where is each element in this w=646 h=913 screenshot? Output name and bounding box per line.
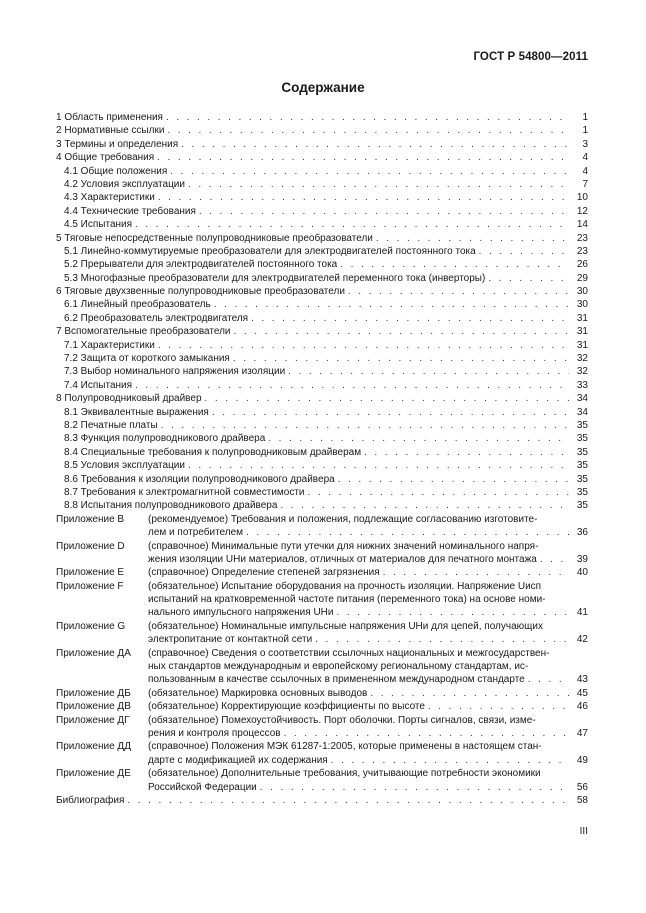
toc-page-number: 3	[582, 138, 588, 150]
toc-entry[interactable]	[56, 365, 588, 378]
appendix-text-line: (справочное) Положения МЭК 61287-1:2005, которые применены в настоящем стан-	[148, 741, 542, 753]
toc-entry-text: 4.2 Условия эксплуатации	[64, 178, 185, 190]
toc-leader-dots	[205, 392, 569, 405]
appendix-text-line: (обязательное) Помехоустойчивость. Порт оболочки. Порты сигналов, связи, изме-	[148, 714, 536, 726]
toc-entry[interactable]	[56, 352, 588, 365]
toc-entry[interactable]	[56, 272, 588, 285]
toc-page-number: 4	[582, 152, 588, 164]
toc-page-number: 47	[576, 728, 588, 739]
toc-page-number: 35	[576, 460, 588, 472]
toc-page-number: 26	[576, 259, 588, 271]
toc-page-number: 41	[576, 607, 588, 619]
appendix-text-line: испытаний на кратковременной частоте питания (переменного тока) на основе номи-	[148, 594, 546, 606]
toc-entry-text: Библиография	[56, 794, 125, 806]
toc-entry[interactable]	[56, 406, 588, 419]
page-number: III	[579, 826, 588, 837]
toc-page-number: 31	[576, 312, 588, 324]
appendix-text-line: электропитание от контактной сети	[148, 634, 313, 646]
toc-leader-dots	[383, 566, 569, 579]
toc-leader-dots	[167, 124, 569, 137]
toc-leader-dots	[158, 191, 569, 204]
appendix-text-line: (обязательное) Номинальные импульсные напряжения UНи для цепей, получающих	[148, 620, 543, 632]
toc-leader-dots	[161, 419, 569, 432]
toc-entry-text: 4.3 Характеристики	[64, 192, 155, 204]
toc-entry-text: 7.2 Защита от короткого замыкания	[64, 353, 230, 365]
toc-entry[interactable]	[56, 165, 588, 178]
appendix-text-line: пользованным в качестве ссылочных в примененном международном стандарте	[148, 674, 525, 686]
appendix-text-line: рения и контроля процессов	[148, 728, 281, 739]
page-title: Содержание	[281, 80, 365, 95]
toc-page-number: 14	[576, 219, 588, 231]
toc-page-number: 40	[576, 567, 588, 579]
toc-appendix-entry[interactable]	[56, 513, 588, 540]
toc-page-number: 35	[576, 486, 588, 498]
toc-page-number: 34	[576, 393, 588, 405]
toc-leader-dots	[181, 138, 569, 151]
toc-leader-dots	[157, 151, 569, 164]
toc-entry-text: 4.1 Общие положения	[64, 165, 168, 177]
toc-leader-dots	[166, 111, 569, 124]
toc-leader-dots	[127, 794, 569, 807]
toc-leader-dots	[284, 727, 569, 740]
toc-page-number: 1	[582, 125, 588, 137]
appendix-prefix: Приложение ДГ	[56, 714, 130, 726]
toc-page-number: 34	[576, 406, 588, 418]
toc-appendix-entry[interactable]	[56, 647, 588, 687]
toc-entry[interactable]	[56, 339, 588, 352]
toc-page-number: 35	[576, 500, 588, 512]
toc-entry-text: 5.1 Линейно-коммутируемые преобразователи для электродвигателей постоянного тока	[64, 245, 476, 257]
toc-entry[interactable]	[56, 111, 588, 124]
toc-leader-dots	[488, 272, 569, 285]
toc-leader-dots	[340, 258, 569, 271]
appendix-text-line: ных стандартов международным и европейскому региональному стандартам, ис-	[148, 661, 529, 673]
appendix-text-line: жения изоляции UНи материалов, отличных от материалов для печатного монтажа	[148, 553, 537, 565]
toc-entry[interactable]	[56, 191, 588, 204]
appendix-prefix: Приложение В	[56, 513, 125, 525]
toc-entry-text: 2 Нормативные ссылки	[56, 125, 165, 137]
toc-leader-dots	[246, 526, 569, 539]
toc-page-number: 35	[576, 433, 588, 445]
toc-entry-text: 8.5 Условия эксплуатации	[64, 460, 185, 472]
appendix-text-line: (обязательное) Испытание оборудования на прочность изоляции. Напряжение Uисп	[148, 580, 542, 592]
document-header: ГОСТ Р 54800—2011	[473, 51, 588, 63]
toc-leader-dots	[479, 245, 569, 258]
toc-entry-bibliography[interactable]	[56, 794, 588, 807]
toc-appendix-entry[interactable]	[56, 580, 588, 620]
toc-page-number: 35	[576, 473, 588, 485]
toc-appendix-entry[interactable]	[56, 740, 588, 767]
toc-entry[interactable]	[56, 459, 588, 472]
toc-entry-text: 8.2 Печатные платы	[64, 419, 158, 431]
toc-entry-text: 6 Тяговые двухзвенные полупроводниковые преобразователи	[56, 286, 345, 298]
toc-page-number: 7	[582, 178, 588, 190]
toc-entry-text: 4.4 Технические требования	[64, 205, 196, 217]
toc-page-number: 35	[576, 419, 588, 431]
toc-page-number: 4	[582, 165, 588, 177]
appendix-prefix: Приложение ДЕ	[56, 768, 131, 780]
toc-appendix-entry[interactable]	[56, 566, 588, 579]
appendix-prefix: Приложение Е	[56, 567, 125, 579]
toc-leader-dots	[135, 218, 569, 231]
toc-leader-dots	[540, 553, 569, 566]
toc-leader-dots	[370, 687, 569, 700]
toc-appendix-entry[interactable]	[56, 687, 588, 700]
toc-entry-text: 8.7 Требования к электромагнитной совместимости	[64, 486, 305, 498]
toc-leader-dots	[308, 486, 569, 499]
appendix-text-line: лем и потребителем	[148, 527, 244, 539]
toc-entry[interactable]	[56, 312, 588, 325]
toc-page-number: 1	[582, 111, 588, 123]
toc-entry[interactable]	[56, 245, 588, 258]
toc-page-number: 56	[576, 781, 588, 793]
toc-entry-text: 7 Вспомогательные преобразователи	[56, 326, 231, 338]
toc-entry[interactable]	[56, 138, 588, 151]
toc-leader-dots	[364, 446, 569, 459]
table-of-contents	[56, 111, 588, 807]
appendix-prefix: Приложение G	[56, 620, 126, 632]
appendix-text-line: (обязательное) Маркировка основных выводов	[148, 687, 368, 699]
toc-entry[interactable]	[56, 218, 588, 231]
toc-page-number: 29	[576, 272, 588, 284]
toc-page-number: 30	[576, 286, 588, 298]
toc-leader-dots	[233, 352, 569, 365]
toc-leader-dots	[528, 673, 569, 686]
toc-page-number: 23	[576, 232, 588, 244]
toc-appendix-entry[interactable]	[56, 540, 588, 567]
toc-leader-dots	[199, 205, 569, 218]
toc-appendix-entry[interactable]	[56, 767, 588, 794]
toc-entry[interactable]	[56, 473, 588, 486]
toc-entry[interactable]	[56, 486, 588, 499]
toc-entry-text: 5 Тяговые непосредственные полупроводниковые преобразователи	[56, 232, 373, 244]
toc-entry[interactable]	[56, 446, 588, 459]
toc-page-number: 10	[576, 192, 588, 204]
toc-entry[interactable]	[56, 298, 588, 311]
toc-entry-text: 8.8 Испытания полупроводникового драйвера	[64, 500, 278, 512]
toc-entry-text: 8.1 Эквивалентные выражения	[64, 406, 209, 418]
toc-page-number: 31	[576, 326, 588, 338]
toc-entry-text: 6.2 Преобразователь электродвигателя	[64, 312, 249, 324]
toc-appendix-entry[interactable]	[56, 714, 588, 741]
toc-page-number: 33	[576, 379, 588, 391]
toc-page-number: 35	[576, 446, 588, 458]
toc-page-number: 12	[576, 205, 588, 217]
appendix-prefix: Приложение ДВ	[56, 701, 131, 713]
toc-leader-dots	[336, 606, 569, 619]
toc-page-number: 39	[576, 553, 588, 565]
toc-leader-dots	[428, 700, 569, 713]
toc-entry-text: 5.3 Многофазные преобразователи для электродвигателей переменного тока (инверторы)	[64, 272, 486, 284]
toc-page-number: 32	[576, 366, 588, 378]
toc-sections	[56, 111, 588, 513]
toc-page-number: 43	[576, 674, 588, 686]
toc-entry[interactable]	[56, 258, 588, 271]
appendix-prefix: Приложение F	[56, 580, 124, 592]
toc-page-number: 58	[576, 794, 588, 806]
toc-appendix-entry[interactable]	[56, 700, 588, 713]
toc-entry-text: 5.2 Прерыватели для электродвигателей постоянного тока	[64, 259, 338, 271]
toc-leader-dots	[348, 285, 569, 298]
toc-page-number: 31	[576, 339, 588, 351]
toc-entry[interactable]	[56, 392, 588, 405]
toc-entry-text: 7.3 Выбор номинального напряжения изоляции	[64, 366, 286, 378]
toc-entry[interactable]	[56, 232, 588, 245]
appendix-text-line: (справочное) Минимальные пути утечки для нижних значений номинального напря-	[148, 540, 539, 552]
appendix-text-line: (справочное) Определение степеней загрязнения	[148, 567, 380, 579]
toc-entry-text: 7.1 Характеристики	[64, 339, 155, 351]
toc-leader-dots	[234, 325, 569, 338]
toc-leader-dots	[188, 459, 569, 472]
appendix-prefix: Приложение ДБ	[56, 687, 131, 699]
toc-entry-text: 4 Общие требования	[56, 152, 155, 164]
toc-page-number: 30	[576, 299, 588, 311]
toc-page-number: 23	[576, 245, 588, 257]
toc-appendix-entry[interactable]	[56, 620, 588, 647]
toc-leader-dots	[331, 754, 569, 767]
toc-entry[interactable]	[56, 151, 588, 164]
appendix-text-line: (обязательное) Корректирующие коэффициенты по высоте	[148, 701, 425, 713]
toc-entry[interactable]	[56, 205, 588, 218]
appendix-text-line: дарте с модификацией их содержания	[148, 754, 328, 766]
toc-leader-dots	[135, 379, 569, 392]
toc-entry-text: 8.4 Специальные требования к полупроводниковым драйверам	[64, 446, 362, 458]
toc-entry-text: 8.6 Требования к изоляции полупроводникового драйвера	[64, 473, 335, 485]
toc-leader-dots	[260, 781, 569, 794]
toc-leader-dots	[315, 633, 569, 646]
toc-page-number: 42	[576, 634, 588, 646]
appendix-text-line: Российской Федерации	[148, 781, 257, 793]
toc-leader-dots	[288, 365, 569, 378]
toc-page-number: 36	[576, 527, 588, 539]
toc-entry-text: 1 Область применения	[56, 111, 163, 123]
toc-appendices	[56, 513, 588, 794]
appendix-prefix: Приложение D	[56, 540, 125, 552]
toc-entry[interactable]	[56, 325, 588, 338]
toc-leader-dots	[268, 432, 569, 445]
toc-entry[interactable]	[56, 499, 588, 512]
appendix-prefix: Приложение ДД	[56, 741, 131, 753]
toc-leader-dots	[376, 232, 569, 245]
toc-leader-dots	[338, 473, 569, 486]
toc-entry[interactable]	[56, 432, 588, 445]
toc-entry[interactable]	[56, 178, 588, 191]
toc-leader-dots	[170, 165, 569, 178]
toc-leader-dots	[212, 406, 569, 419]
toc-entry-text: 3 Термины и определения	[56, 138, 179, 150]
toc-page-number: 46	[576, 701, 588, 713]
toc-entry[interactable]	[56, 124, 588, 137]
toc-leader-dots	[188, 178, 569, 191]
toc-entry[interactable]	[56, 419, 588, 432]
toc-page-number: 32	[576, 353, 588, 365]
appendix-text-line: (рекомендуемое) Требования и положения, подлежащие согласованию изготовите-	[148, 513, 538, 525]
toc-page-number: 45	[576, 687, 588, 699]
toc-entry-text: 6.1 Линейный преобразователь	[64, 299, 211, 311]
toc-leader-dots	[158, 339, 569, 352]
appendix-text-line: нального импульсного напряжения UНи	[148, 607, 334, 619]
toc-entry-text: 4.5 Испытания	[64, 219, 133, 231]
toc-entry-text: 8.3 Функция полупроводникового драйвера	[64, 433, 266, 445]
toc-leader-dots	[280, 499, 569, 512]
toc-page-number: 49	[576, 754, 588, 766]
appendix-prefix: Приложение ДА	[56, 647, 131, 659]
toc-entry[interactable]	[56, 379, 588, 392]
appendix-text-line: (справочное) Сведения о соответствии ссылочных национальных и межгосударствен-	[148, 647, 550, 659]
toc-entry-text: 7.4 Испытания	[64, 379, 133, 391]
toc-leader-dots	[251, 312, 569, 325]
toc-entry-text: 8 Полупроводниковый драйвер	[56, 393, 202, 405]
toc-entry[interactable]	[56, 285, 588, 298]
toc-leader-dots	[214, 298, 569, 311]
appendix-text-line: (обязательное) Дополнительные требования, учитывающие потребности экономики	[148, 768, 541, 780]
